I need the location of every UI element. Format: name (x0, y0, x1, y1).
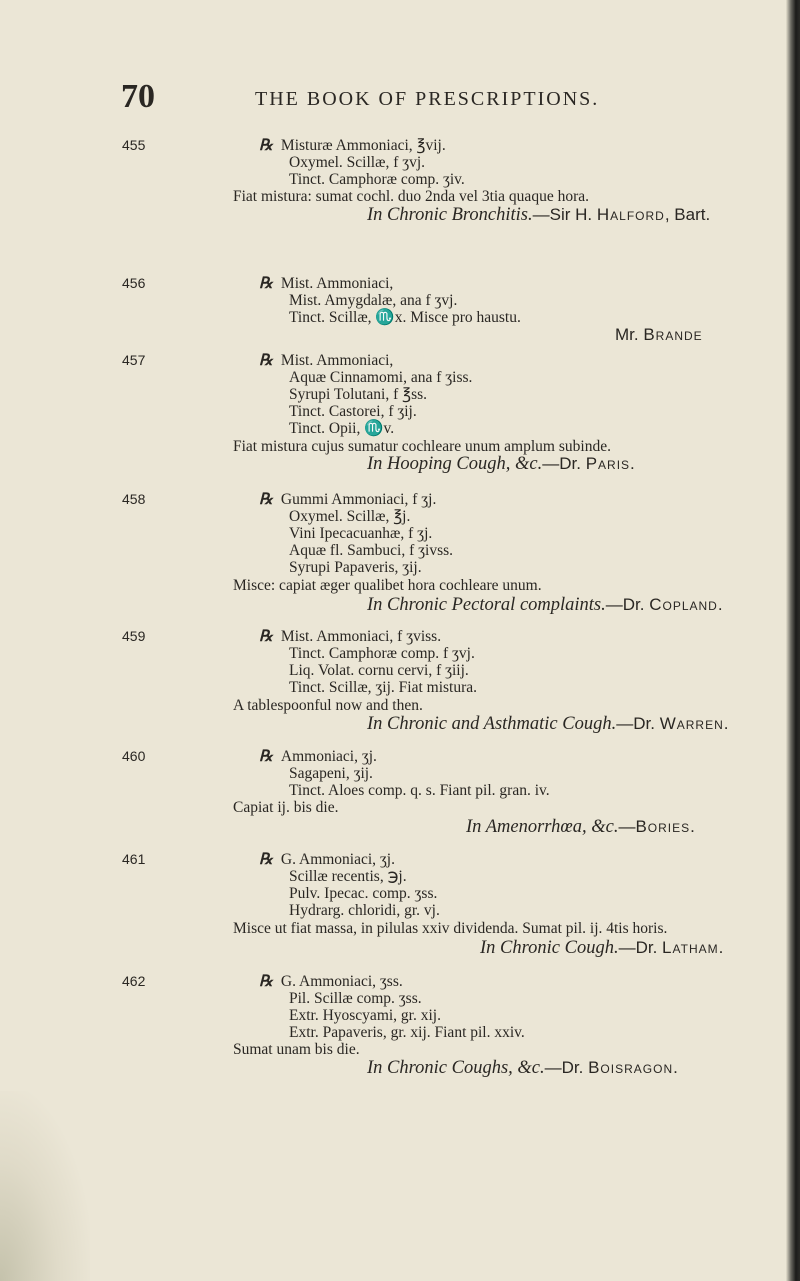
condition-title: In Chronic Cough. (480, 938, 619, 958)
prescription-line: Pulv. Ipecac. comp. ʒss. (289, 885, 438, 902)
prescription-line: Tinct. Scillæ, ♏x. Misce pro haustu. (289, 309, 521, 326)
prescription-line: Sumat unam bis die. (233, 1041, 360, 1058)
prescription-line: Aquæ Cinnamomi, ana f ʒiss. (289, 369, 473, 386)
page-number: 70 (121, 78, 155, 115)
page-header (0, 78, 800, 118)
prescription-line: ℞ G. Ammoniaci, ʒj. (259, 851, 395, 868)
prescription-number: 458 (122, 491, 146, 507)
prescription-line: ℞ Mist. Ammoniaci, f ʒviss. (259, 628, 442, 645)
prescription-line: Fiat mistura: sumat cochl. duo 2nda vel 3tia quaque hora. (233, 188, 589, 205)
prescription-line: Tinct. Castorei, f ʒij. (289, 403, 417, 420)
attribution-heading (367, 713, 729, 735)
condition-title: In Chronic Pectoral complaints. (367, 595, 606, 615)
author-name: —Sir H. Halford, Bart. (532, 205, 711, 224)
prescription-line: Misce ut fiat massa, in pilulas xxiv dividenda. Sumat pil. ij. 4tis horis. (233, 920, 668, 937)
prescription-line: Fiat mistura cujus sumatur cochleare unum amplum subinde. (233, 438, 611, 455)
author-name: —Dr. Copland. (605, 595, 723, 614)
prescription-line: Pil. Scillæ comp. ʒss. (289, 990, 422, 1007)
prescription-number: 461 (122, 851, 146, 867)
prescription-line: Syrupi Tolutani, f ℥ss. (289, 386, 428, 403)
running-head: THE BOOK OF PRESCRIPTIONS. (255, 88, 600, 110)
condition-title: In Hooping Cough, &c. (367, 454, 543, 474)
recipe-symbol-icon: ℞ (259, 275, 273, 292)
recipe-symbol-icon: ℞ (259, 851, 273, 868)
attribution-heading (480, 937, 723, 959)
prescription-line: Mist. Amygdalæ, ana f ʒvj. (289, 292, 458, 309)
prescription-line: Tinct. Opii, ♏v. (289, 420, 395, 437)
prescription-line: ℞ Mist. Ammoniaci, (259, 352, 394, 369)
recipe-symbol-icon: ℞ (259, 137, 273, 154)
recipe-symbol-icon: ℞ (259, 748, 273, 765)
author-name: —Dr. Paris. (542, 454, 635, 473)
author-name: —Dr. Warren. (616, 714, 729, 733)
prescription-number: 462 (122, 973, 146, 989)
prescription-line: Tinct. Aloes comp. q. s. Fiant pil. gran. iv. (289, 782, 550, 799)
prescription-line: ℞ Gummi Ammoniaci, f ʒj. (259, 491, 437, 508)
book-spine-edge (786, 0, 800, 1281)
author-name: —Dr. Latham. (618, 938, 724, 957)
attribution-heading (615, 324, 703, 346)
author-name: —Dr. Boisragon. (544, 1058, 678, 1077)
prescription-line: Oxymel. Scillæ, f ʒvj. (289, 154, 426, 171)
prescription-line: A tablespoonful now and then. (233, 697, 423, 714)
author-name: Mr. Brande (615, 325, 703, 344)
prescription-line: Extr. Hyoscyami, gr. xij. (289, 1007, 441, 1024)
condition-title: In Chronic Coughs, &c. (367, 1058, 545, 1078)
prescription-number: 459 (122, 628, 146, 644)
attribution-heading (367, 204, 710, 226)
prescription-number: 457 (122, 352, 146, 368)
prescription-line: ℞ Ammoniaci, ʒj. (259, 748, 377, 765)
recipe-symbol-icon: ℞ (259, 973, 273, 990)
condition-title: In Chronic and Asthmatic Cough. (367, 714, 617, 734)
prescription-line: Tinct. Camphoræ comp. ʒiv. (289, 171, 465, 188)
prescription-line: Vini Ipecacuanhæ, f ʒj. (289, 525, 433, 542)
prescription-line: ℞ G. Ammoniaci, ʒss. (259, 973, 403, 990)
prescription-line: Tinct. Camphoræ comp. f ʒvj. (289, 645, 475, 662)
prescription-line: Aquæ fl. Sambuci, f ʒivss. (289, 542, 454, 559)
prescription-line: Oxymel. Scillæ, ℥j. (289, 508, 411, 525)
attribution-heading (466, 816, 695, 838)
prescription-number: 455 (122, 137, 146, 153)
recipe-symbol-icon: ℞ (259, 352, 273, 369)
prescription-line: Capiat ij. bis die. (233, 799, 339, 816)
author-name: —Bories. (618, 817, 695, 836)
prescription-line: Extr. Papaveris, gr. xij. Fiant pil. xxiv. (289, 1024, 525, 1041)
prescription-line: Tinct. Scillæ, ʒij. Fiat mistura. (289, 679, 478, 696)
prescription-line: Misce: capiat æger qualibet hora cochleare unum. (233, 577, 542, 594)
recipe-symbol-icon: ℞ (259, 628, 273, 645)
recipe-symbol-icon: ℞ (259, 491, 273, 508)
prescription-number: 456 (122, 275, 146, 291)
prescription-line: ℞ Misturæ Ammoniaci, ℥vij. (259, 137, 446, 154)
attribution-heading (367, 453, 635, 475)
prescription-line: Sagapeni, ʒij. (289, 765, 373, 782)
prescription-line: Hydrarg. chloridi, gr. vj. (289, 902, 440, 919)
condition-title: In Amenorrhœa, &c. (466, 817, 619, 837)
prescription-line: Scillæ recentis, ℈j. (289, 868, 407, 885)
attribution-heading (367, 1057, 678, 1079)
prescription-line: Liq. Volat. cornu cervi, f ʒiij. (289, 662, 469, 679)
prescription-number: 460 (122, 748, 146, 764)
prescription-line: Syrupi Papaveris, ʒij. (289, 559, 422, 576)
prescription-line: ℞ Mist. Ammoniaci, (259, 275, 394, 292)
condition-title: In Chronic Bronchitis. (367, 205, 533, 225)
paper-stain (0, 1091, 90, 1281)
attribution-heading (367, 594, 723, 616)
